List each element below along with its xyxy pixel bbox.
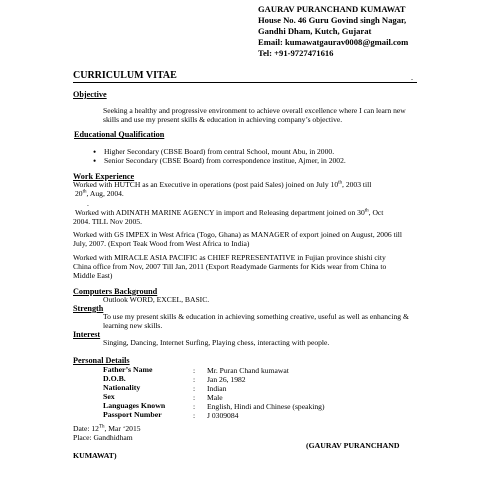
- personal-heading: Personal Details: [73, 356, 130, 365]
- personal-colon: :: [193, 393, 196, 402]
- objective-line-2: skills and use my present skills & education in achieving company’s objective.: [103, 115, 343, 124]
- education-item: • Senior Secondary (CBSE Board) from correspondence institue, Ajmer, in 2002.: [104, 157, 346, 166]
- superscript: Th: [98, 424, 105, 430]
- objective-heading: Objective: [73, 90, 107, 99]
- education-item: • Higher Secondary (CBSE Board) from central School, mount Abu, in 2000.: [104, 148, 334, 157]
- superscript: th: [338, 180, 343, 186]
- work-entry-1-line-2: [75, 190, 124, 199]
- email-text: Email: kumawatgaurav0008@gmail.com: [258, 37, 409, 47]
- title-underline: [73, 82, 417, 83]
- work-text: , Oct: [368, 208, 384, 217]
- work-entry-3-line-1: Worked with GS IMPEX in West Africa (Togo, Ghana) as MANAGER of export joined on August, 2006 till: [73, 230, 403, 239]
- date-text: Date: 12: [73, 424, 99, 433]
- interest-text: Singing, Dancing, Internet Surfing, Playing chess, interacting with people.: [103, 338, 330, 347]
- personal-colon: :: [193, 384, 196, 393]
- work-entry-3-line-2: July, 2007. (Export Teak Wood from West Africa to India): [73, 239, 250, 248]
- personal-label: Sex: [103, 392, 115, 401]
- personal-value: English, Hindi and Chinese (speaking): [207, 402, 325, 411]
- personal-label: Passport Number: [103, 410, 162, 419]
- work-entry-4-line-2: China office from Nov, 2007 Till Jan, 2011 (Export Readymade Garments for Kids wear from China to: [73, 262, 387, 271]
- computers-heading: Computers Background: [73, 287, 158, 296]
- work-text: 20: [75, 189, 83, 198]
- personal-value: Indian: [207, 384, 227, 393]
- work-text: Worked with HUTCH as an Executive in operations (post paid Sales) joined on July 10: [73, 180, 339, 189]
- education-heading: Educational Qualification: [74, 130, 165, 139]
- strength-line-2: learning new skills.: [103, 321, 163, 330]
- objective-line-1: Seeking a healthy and progressive environment to achieve overall excellence where I can learn new: [103, 106, 406, 115]
- personal-colon: :: [193, 411, 196, 420]
- address-line-2: Gandhi Dham, Kutch, Gujarat: [258, 26, 372, 36]
- personal-value: J 0309084: [207, 411, 239, 420]
- work-text: , 2003 till: [342, 180, 372, 189]
- personal-value: Male: [207, 393, 223, 402]
- personal-colon: :: [193, 375, 196, 384]
- personal-value: Mr. Puran Chand kumawat: [207, 366, 289, 375]
- address-line-1: House No. 46 Guru Govind singh Nagar,: [258, 15, 407, 25]
- work-entry-4-line-3: Middle East): [73, 271, 113, 280]
- applicant-name: GAURAV PURANCHAND KUMAWAT: [258, 4, 406, 14]
- work-entry-4-line-1: Worked with MIRACLE ASIA PACIFIC as CHIEF REPRESENTATIVE in Fujian province shishi city: [73, 253, 386, 262]
- work-entry-2-line-2: 2004. TILL Nov 2005.: [73, 217, 142, 226]
- signature-name-line-1: (GAURAV PURANCHAND: [306, 441, 400, 450]
- title-dot: .: [411, 73, 413, 82]
- work-text: , Aug, 2004.: [86, 189, 124, 198]
- computers-text: Outlook WORD, EXCEL, BASIC.: [103, 295, 210, 304]
- signature-name-line-2: KUMAWAT): [73, 451, 117, 460]
- personal-label: Nationality: [103, 383, 141, 392]
- place-text: Place: Gandhidham: [73, 433, 133, 442]
- interest-heading: Interest: [73, 330, 101, 339]
- date-text: , Mar ‘2015: [104, 424, 141, 433]
- work-heading: Work Experience: [73, 172, 135, 181]
- superscript: th: [82, 189, 87, 195]
- work-text: Worked with ADINATH MARINE AGENCY in import and Releasing department joined on 30: [75, 208, 365, 217]
- personal-colon: :: [193, 366, 196, 375]
- document-title: CURRICULUM VITAE: [73, 70, 177, 81]
- strength-heading: Strength: [73, 304, 104, 313]
- telephone-text: Tel: +91-9727471616: [258, 48, 334, 58]
- strength-line-1: To use my present skills & education in achieving something creative, useful as well as enhancing &: [103, 312, 409, 321]
- personal-colon: :: [193, 402, 196, 411]
- personal-label: Languages Known: [103, 401, 166, 410]
- personal-label: Father’s Name: [103, 365, 153, 374]
- superscript: th: [364, 208, 369, 214]
- stray-dot: .: [87, 199, 89, 208]
- personal-value: Jan 26, 1982: [207, 375, 246, 384]
- personal-label: D.O.B.: [103, 374, 126, 383]
